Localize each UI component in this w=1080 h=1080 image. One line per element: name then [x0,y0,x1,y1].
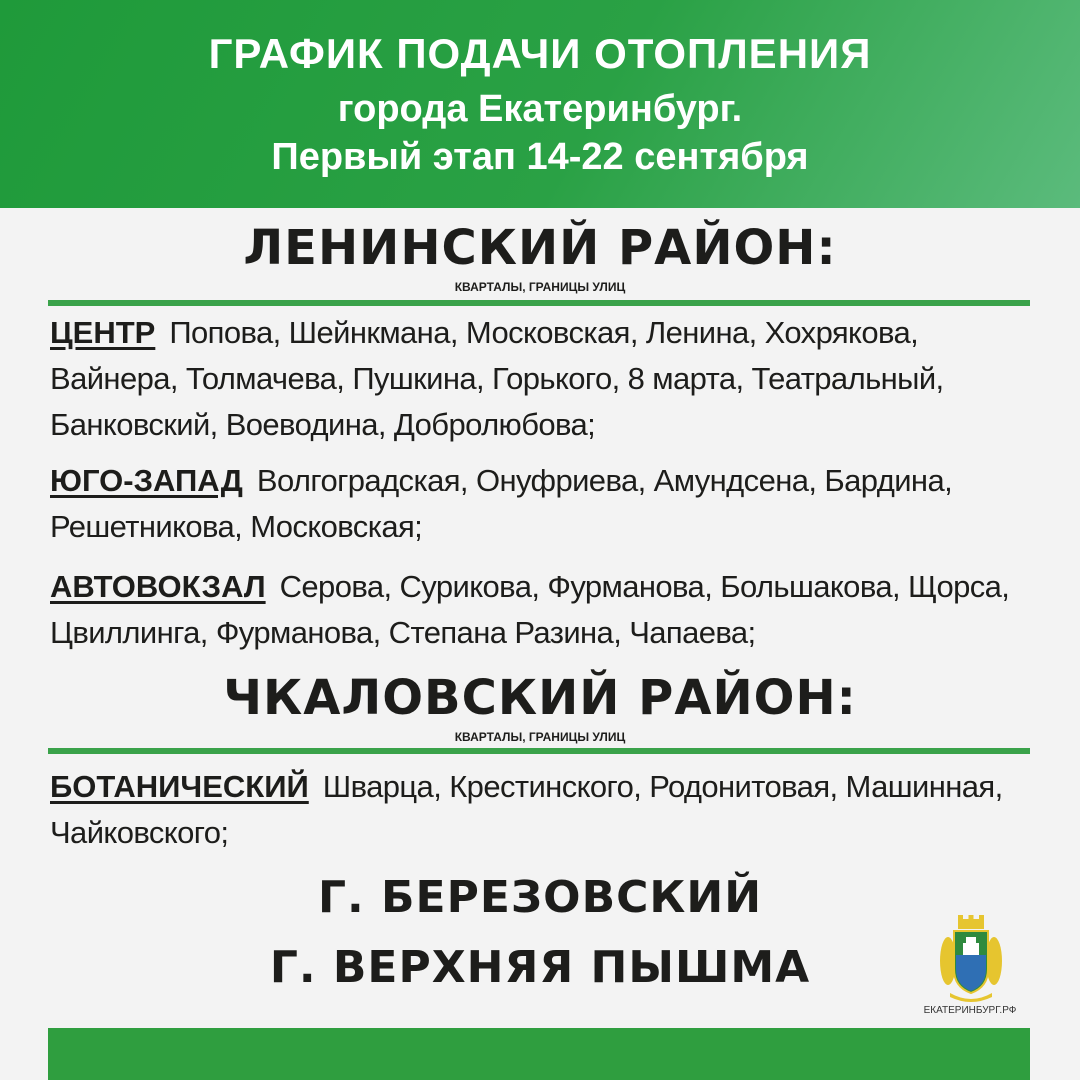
district-title-leninsky: ЛЕНИНСКИЙ РАЙОН: [243,220,837,276]
district-subtitle-chkalovsky: КВАРТАЛЫ, ГРАНИЦЫ УЛИЦ [454,730,626,744]
district-subtitle-leninsky: КВАРТАЛЫ, ГРАНИЦЫ УЛИЦ [454,280,626,294]
header-city: города Екатеринбург. [337,88,743,130]
header-title: ГРАФИК ПОДАЧИ ОТОПЛЕНИЯ [208,30,872,77]
area-tsentr [50,310,1040,448]
header-banner [0,0,1080,208]
area-name: БОТАНИЧЕСКИЙ [50,769,309,804]
ekaterinburg-coat-of-arms-icon [940,915,1002,1003]
area-botanichesky [50,764,1040,856]
header-stage: Первый этап 14-22 сентября [271,136,809,178]
area-name: ЮГО-ЗАПАД [50,463,243,498]
area-name: ЦЕНТР [50,315,156,350]
area-avtovokzal [50,564,1040,656]
logo-caption: ЕКАТЕРИНБУРГ.РФ [923,1005,1017,1016]
city-verkhnyaya-pyshma: Г. ВЕРХНЯЯ ПЫШМА [269,942,811,993]
area-yugo-zapad [50,458,1040,550]
area-streets: Шварца, Крестинского, Родонитовая, Машинная, Чайковского; [50,769,1003,850]
city-logo [908,915,1032,1025]
area-streets: Серова, Сурикова, Фурманова, Большакова, Щорса, Цвиллинга, Фурманова, Степана Разина, Чапаева; [50,569,1010,650]
city-berezovsky: Г. БЕРЕЗОВСКИЙ [317,872,763,923]
divider-chkalovsky [48,748,1030,754]
area-streets: Волгоградская, Онуфриева, Амундсена, Бардина, Решетникова, Московская; [50,463,953,544]
footer-bar [48,1028,1030,1080]
area-name: АВТОВОКЗАЛ [50,569,266,604]
area-streets: Попова, Шейнкмана, Московская, Ленина, Хохрякова, Вайнера, Толмачева, Пушкина, Горького, 8 марта, Театральный, Банковский, Воеводина, Добролюбова; [50,315,944,442]
divider-leninsky [48,300,1030,306]
district-title-chkalovsky: ЧКАЛОВСКИЙ РАЙОН: [223,670,857,726]
